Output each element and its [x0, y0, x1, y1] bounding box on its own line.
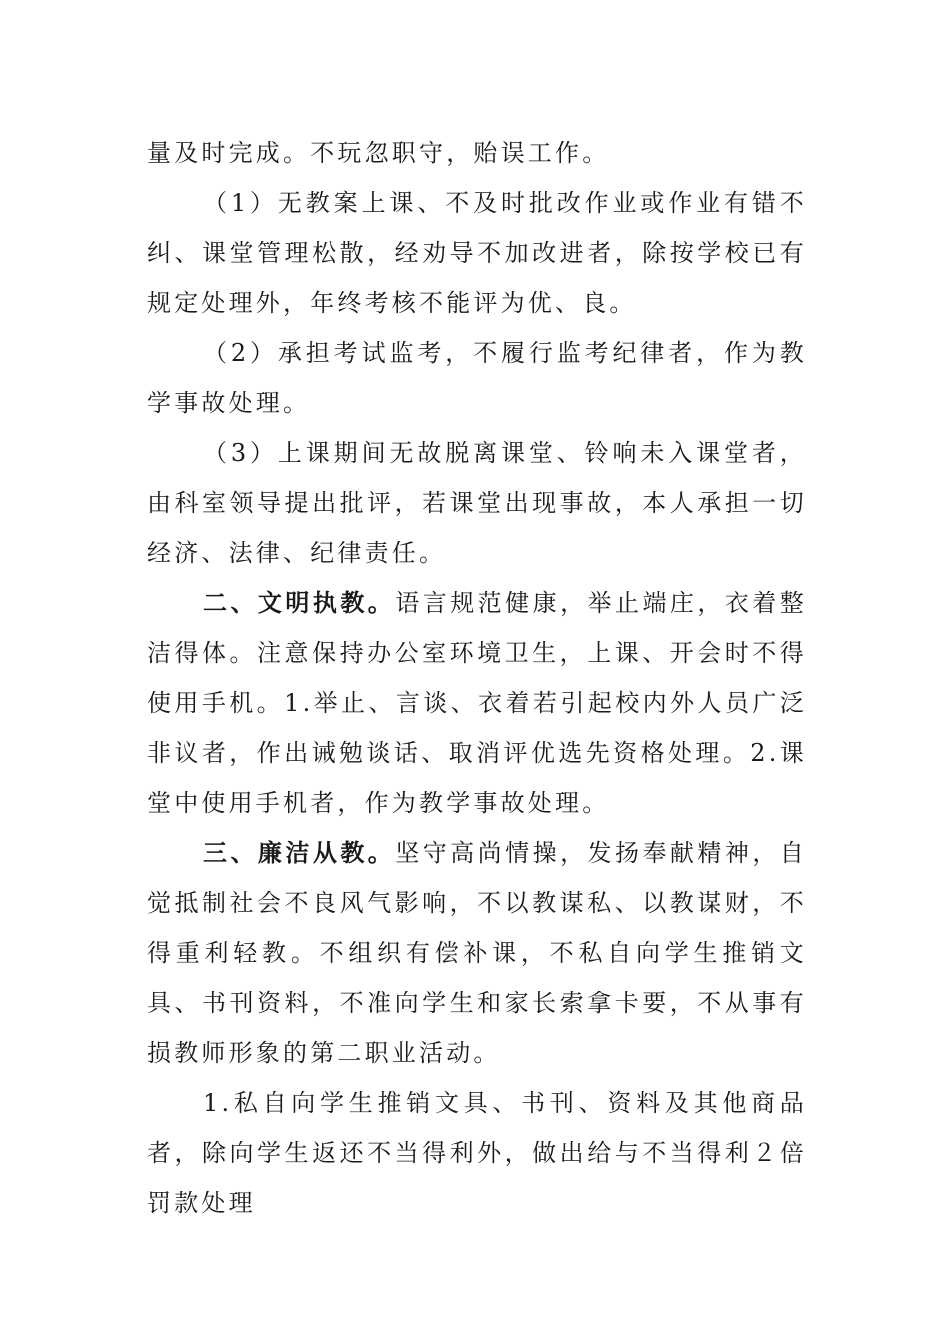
paragraph-item-3: （3）上课期间无故脱离课堂、铃响未入课堂者，由科室领导提出批评，若课堂出现事故，本人承担一切经济、法律、纪律责任。 — [147, 439, 807, 567]
paragraph-item-2: （2）承担考试监考，不履行监考纪律者，作为教学事故处理。 — [147, 339, 807, 417]
paragraph-continuation: 量及时完成。不玩忽职守，贻误工作。 — [147, 139, 610, 167]
section-heading-civilized: 二、文明执教。 — [203, 589, 396, 617]
document-body — [147, 128, 807, 1228]
paragraph-item-1: （1）无教案上课、不及时批改作业或作业有错不纠、课堂管理松散，经劝导不加改进者，除按学校已有规定处理外，年终考核不能评为优、良。 — [147, 189, 807, 317]
section-body-honest: 坚守高尚情操，发扬奉献精神，自觉抵制社会不良风气影响，不以教谋私、以教谋财，不得重利轻教。不组织有偿补课，不私自向学生推销文具、书刊资料，不准向学生和家长索拿卡要，不从事有损教师形象的第二职业活动。 — [147, 839, 807, 1067]
section-civilized-teaching — [147, 578, 807, 828]
section-heading-honest: 三、廉洁从教。 — [203, 839, 396, 867]
paragraph-rule-1: 1.私自向学生推销文具、书刊、资料及其他商品者，除向学生返还不当得利外，做出给与不当得利２倍罚款处理 — [147, 1089, 807, 1217]
section-honest-teaching — [147, 828, 807, 1078]
section-body-civilized: 语言规范健康，举止端庄，衣着整洁得体。注意保持办公室环境卫生，上课、开会时不得使用手机。1.举止、言谈、衣着若引起校内外人员广泛非议者，作出诫勉谈话、取消评优选先资格处理。2.课堂中使用手机者，作为教学事故处理。 — [147, 589, 807, 817]
